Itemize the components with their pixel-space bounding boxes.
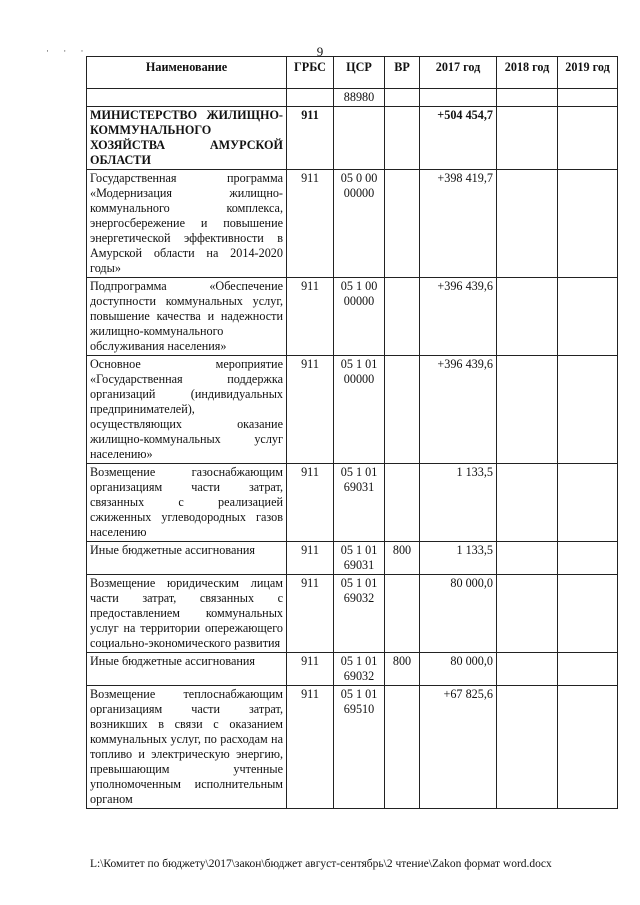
table-row [87, 107, 618, 170]
cell-csr: 05 1 01 69032 [334, 653, 385, 686]
table-row [87, 464, 618, 542]
cell-csr [334, 107, 385, 170]
cell-grbs [287, 89, 334, 107]
cell-vr [385, 170, 420, 278]
cell-2018 [497, 170, 558, 278]
cell-2019 [558, 356, 618, 464]
cell-vr [385, 356, 420, 464]
cell-2017: +396 439,6 [420, 356, 497, 464]
cell-grbs: 911 [287, 653, 334, 686]
cell-2018 [497, 356, 558, 464]
header-csr: ЦСР [334, 57, 385, 89]
table-row [87, 278, 618, 356]
cell-csr: 05 1 01 69031 [334, 464, 385, 542]
cell-grbs: 911 [287, 575, 334, 653]
cell-2018 [497, 107, 558, 170]
cell-2017: +67 825,6 [420, 686, 497, 809]
table-row [87, 542, 618, 575]
cell-2019 [558, 575, 618, 653]
cell-2019 [558, 170, 618, 278]
cell-grbs: 911 [287, 107, 334, 170]
cell-name: Возмещение юридическим лицам части затрат, связанных с предоставлением коммунальных услуг на территории опережающего социально-экономического развития [87, 575, 287, 653]
table-row [87, 170, 618, 278]
cell-grbs: 911 [287, 170, 334, 278]
cell-2017: +504 454,7 [420, 107, 497, 170]
cell-name: Подпрограмма «Обеспечение доступности коммунальных услуг, повышение качества и надежности жилищно-коммунального обслуживания населения» [87, 278, 287, 356]
cell-name: Возмещение газоснабжающим организациям части затрат, связанных с реализацией сжиженных углеводородных газов населению [87, 464, 287, 542]
cell-vr [385, 278, 420, 356]
header-row [87, 57, 618, 89]
table-row [87, 653, 618, 686]
cell-name: Возмещение теплоснабжающим организациям части затрат, возникших в связи с оказанием коммунальных услуг, по расходам на топливо и электрическую энергию, превышающим учтенные уполномоченным исполнительным органом [87, 686, 287, 809]
header-2019: 2019 год [558, 57, 618, 89]
header-2018: 2018 год [497, 57, 558, 89]
cell-csr: 05 1 01 69032 [334, 575, 385, 653]
table-row [87, 686, 618, 809]
header-grbs: ГРБС [287, 57, 334, 89]
cell-2017: 1 133,5 [420, 542, 497, 575]
cell-2018 [497, 278, 558, 356]
cell-csr: 88980 [334, 89, 385, 107]
cell-2018 [497, 686, 558, 809]
cell-2018 [497, 653, 558, 686]
cell-vr [385, 686, 420, 809]
cell-grbs: 911 [287, 278, 334, 356]
cell-2017: 80 000,0 [420, 575, 497, 653]
cell-csr: 05 1 01 00000 [334, 356, 385, 464]
cell-2017: +396 439,6 [420, 278, 497, 356]
cell-grbs: 911 [287, 464, 334, 542]
header-2017: 2017 год [420, 57, 497, 89]
cell-name: Основное мероприятие «Государственная поддержка организаций (индивидуальных предпринимателей), осуществляющих оказание жилищно-коммунальных услуг населению» [87, 356, 287, 464]
cell-vr: 800 [385, 542, 420, 575]
cell-vr [385, 575, 420, 653]
cell-2018 [497, 575, 558, 653]
cell-name: Иные бюджетные ассигнования [87, 542, 287, 575]
header-name: Наименование [87, 57, 287, 89]
cell-2019 [558, 686, 618, 809]
cell-2017: 80 000,0 [420, 653, 497, 686]
cell-csr: 05 0 00 00000 [334, 170, 385, 278]
cell-2018 [497, 542, 558, 575]
table-row [87, 356, 618, 464]
header-vr: ВР [385, 57, 420, 89]
cell-2017 [420, 89, 497, 107]
cell-2017: 1 133,5 [420, 464, 497, 542]
cell-name [87, 89, 287, 107]
corner-marks: · · · [46, 46, 90, 56]
cell-2019 [558, 107, 618, 170]
cell-vr: 800 [385, 653, 420, 686]
cell-2017: +398 419,7 [420, 170, 497, 278]
table-row [87, 575, 618, 653]
cell-grbs: 911 [287, 686, 334, 809]
cell-name: Государственная программа «Модернизация жилищно-коммунального комплекса, энергосбережение и повышение энергетической эффективности в Амурской области на 2014-2020 годы» [87, 170, 287, 278]
cell-name: Иные бюджетные ассигнования [87, 653, 287, 686]
cell-2019 [558, 542, 618, 575]
cell-csr: 05 1 01 69510 [334, 686, 385, 809]
cell-2018 [497, 464, 558, 542]
footer-file-path: L:\Комитет по бюджету\2017\закон\бюджет август-сентябрь\2 чтение\Zakon формат word.docx [90, 858, 552, 870]
cell-vr [385, 464, 420, 542]
page-number: 9 [316, 44, 324, 59]
cell-vr [385, 107, 420, 170]
cell-2019 [558, 653, 618, 686]
cell-grbs: 911 [287, 542, 334, 575]
cell-2019 [558, 278, 618, 356]
budget-table [86, 56, 618, 809]
cell-2018 [497, 89, 558, 107]
cell-2019 [558, 89, 618, 107]
cell-csr: 05 1 00 00000 [334, 278, 385, 356]
cell-2019 [558, 464, 618, 542]
cell-vr [385, 89, 420, 107]
table-row [87, 89, 618, 107]
cell-grbs: 911 [287, 356, 334, 464]
cell-csr: 05 1 01 69031 [334, 542, 385, 575]
cell-name: МИНИСТЕРСТВО ЖИЛИЩНО-КОММУНАЛЬНОГО ХОЗЯЙСТВА АМУРСКОЙ ОБЛАСТИ [87, 107, 287, 170]
